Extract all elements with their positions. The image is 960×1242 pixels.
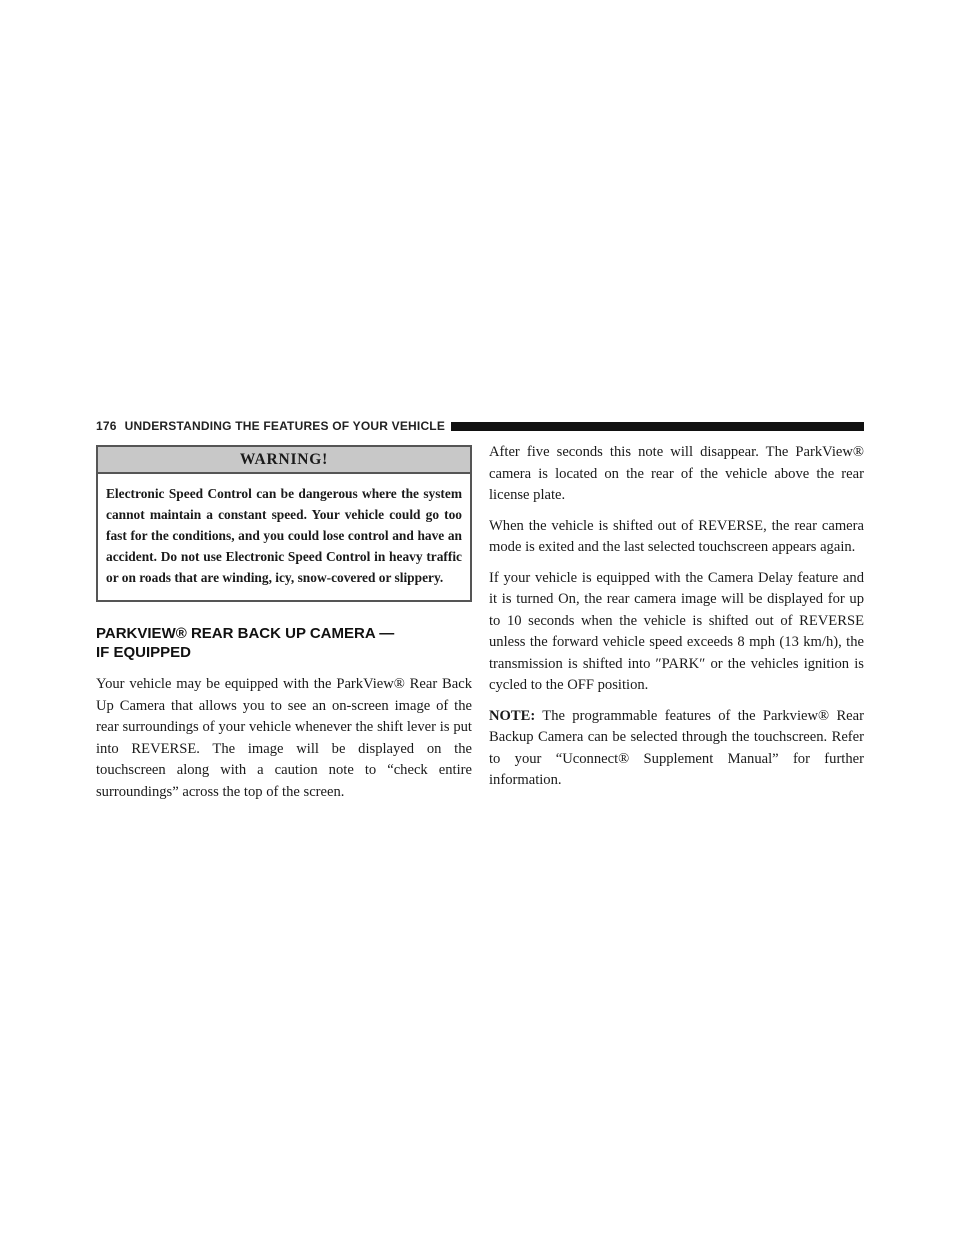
paragraph-reverse-exit: When the vehicle is shifted out of REVERSE, the rear camera mode is exited and the last selected touchscreen appears again.	[489, 517, 864, 555]
section-heading	[96, 624, 472, 662]
running-header-title: UNDERSTANDING THE FEATURES OF YOUR VEHICLE	[124, 419, 446, 433]
intro-paragraph: Your vehicle may be equipped with the ParkView® Rear Back Up Camera that allows you to see an on-screen image of the rear surroundings of your vehicle whenever the shift lever is put into REVERSE. The image will be displayed on the touchscreen along with a caution note to “check entire surroundings” across the top of the screen.	[96, 676, 472, 800]
note-paragraph	[489, 706, 864, 792]
warning-body: Electronic Speed Control can be dangerous where the system cannot maintain a constant speed. Your vehicle could go too fast for the conditions, and you could lose control and have an accident. Do not use Electronic Speed Control in heavy traffic or on roads that are winding, icy, snow-covered or slippery.	[106, 486, 462, 585]
paragraph-camera-delay: If your vehicle is equipped with the Camera Delay feature and it is turned On, the rear camera image will be displayed for up to 10 seconds when the vehicle is shifted out of REVERSE unless the forward vehicle speed exceeds 8 mph (13 km/h), the transmission is shifted into ″PARK″ or the vehicles ignition is cycled to the OFF position.	[489, 569, 864, 693]
note-label: NOTE:	[489, 707, 536, 724]
warning-box	[96, 445, 472, 602]
running-header	[96, 418, 864, 434]
note-text: The programmable features of the Parkview® Rear Backup Camera can be selected through the touchscreen. Refer to your “Uconnect® Supplement Manual” for further information.	[489, 707, 864, 788]
right-column	[489, 442, 864, 801]
paragraph-note-disappears: After five seconds this note will disappear. The ParkView® camera is located on the rear of the vehicle above the rear license plate.	[489, 444, 864, 503]
section-heading-line2: IF EQUIPPED	[96, 644, 192, 661]
header-rule	[451, 422, 864, 431]
section-heading-line1: PARKVIEW® REAR BACK UP CAMERA —	[96, 625, 395, 642]
warning-title: WARNING!	[98, 447, 470, 474]
page-number: 176	[96, 419, 117, 433]
left-column	[96, 445, 472, 812]
